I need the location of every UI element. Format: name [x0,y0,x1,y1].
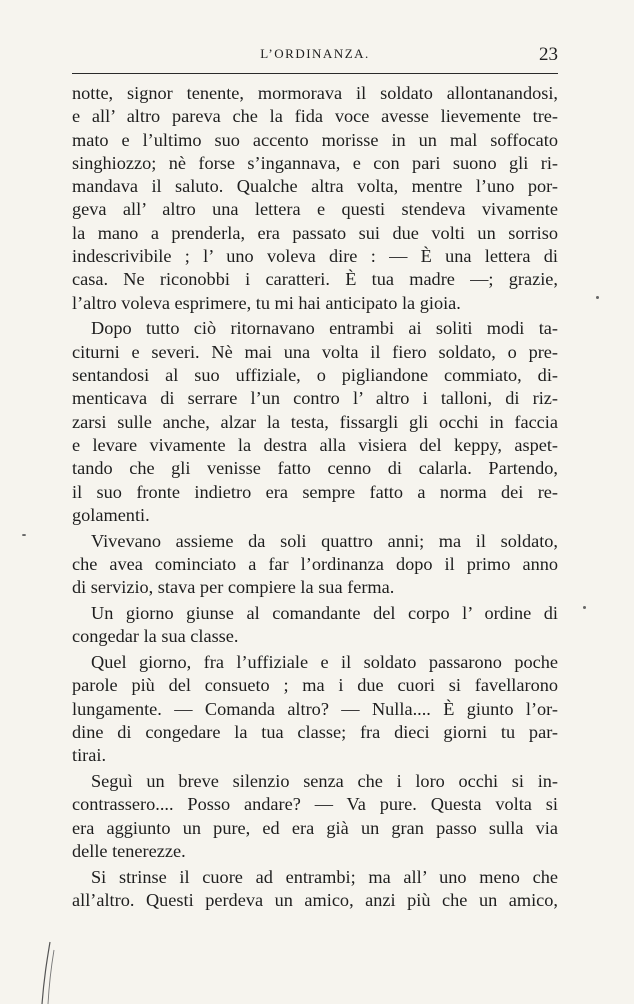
text-line: notte, signor tenente, mormorava il soldato allontanandosi, [72,83,558,103]
text-line: tirai. [72,745,107,766]
text-line: indescrivibile ; l’ uno voleva dire : — È una lettera di [72,246,558,267]
text-line: Si strinse il cuore ad entrambi; ma all’ uno meno che [91,866,558,887]
text-line: tando che gli venisse fatto cenno di calarla. Partendo, [72,458,558,479]
text-line: Seguì un breve silenzio senza che i loro occhi si in- [91,771,558,792]
paragraph [72,651,558,767]
page-edge-mark [38,938,60,1004]
text-line: geva all’ altro una lettera e questi stendeva vivamente [72,199,558,220]
text-line: congedar la sua classe. [72,626,239,647]
paragraph [72,602,558,649]
paragraph [72,317,558,527]
text-line: dine di congedare la tua classe; fra dieci giorni tu par- [72,722,558,743]
text-line: singhiozzo; nè forse s’ingannava, e con pari suono gli ri- [72,152,558,173]
text-line: Quel giorno, fra l’uffiziale e il soldato passarono poche [91,652,558,673]
text-line: Un giorno giunse al comandante del corpo l’ ordine di [91,603,558,624]
text-line: Dopo tutto ciò ritornavano entrambi ai soliti modi ta- [91,318,558,339]
text-line: e levare vivamente la destra alla visiera del keppy, aspet- [72,434,558,455]
text-line: era aggiunto un pure, ed era già un gran passo sulla via [72,817,558,838]
running-title: L’ORDINANZA. [260,46,370,61]
text-line: il suo fronte indietro era sempre fatto a norma dei re- [72,481,558,502]
text-line: delle tenerezze. [72,841,186,861]
text-line: zarsi sulle anche, alzar la testa, fissargli gli occhi in faccia [72,411,558,432]
text-line: casa. Ne riconobbi i caratteri. È tua madre —; grazie, [72,269,558,290]
text-line: mato e l’ultimo suo accento morisse in un mal soffocato [72,129,558,150]
page-number: 23 [539,44,558,65]
text-line: citurni e severi. Nè mai una volta il fiero soldato, o pre- [72,341,558,362]
paragraph [72,530,558,600]
text-line: mandava il saluto. Qualche altra volta, mentre l’uno por- [72,176,558,197]
paragraph [72,770,558,863]
text-line: sentandosi al suo uffiziale, o pigliandone commiato, di- [72,365,558,386]
text-line: menticava di serrare l’un contro l’ altro i talloni, di riz- [72,388,558,409]
header-rule [72,73,558,74]
text-line: golamenti. [72,504,150,525]
body-text [72,82,558,912]
text-line: che avea cominciato a far l’ordinanza dopo il primo anno [72,553,558,574]
scan-speck [596,296,599,299]
paragraph [72,82,558,315]
text-line: la mano a prenderla, era passato sui due volti un sorriso [72,222,558,243]
text-line: parole più del consueto ; ma i due cuori si favellarono [72,675,558,696]
scan-speck [583,606,586,609]
text-line: di servizio, stava per compiere la sua ferma. [72,577,395,598]
text-line: contrassero.... Posso andare? — Va pure. Questa volta si [72,794,558,815]
paragraph [72,866,558,913]
text-line: Vivevano assieme da soli quattro anni; ma il soldato, [91,530,558,551]
scan-speck [22,534,26,536]
text-line: lungamente. — Comanda altro? — Nulla.... È giunto l’or- [72,698,558,719]
text-line: e all’ altro pareva che la fida voce avesse lievemente tre- [72,106,558,127]
text-line: all’altro. Questi perdeva un amico, anzi più che un amico, [72,890,558,911]
page-header [72,44,558,68]
text-line: l’altro voleva esprimere, tu mi hai anticipato la gioia. [72,292,461,313]
